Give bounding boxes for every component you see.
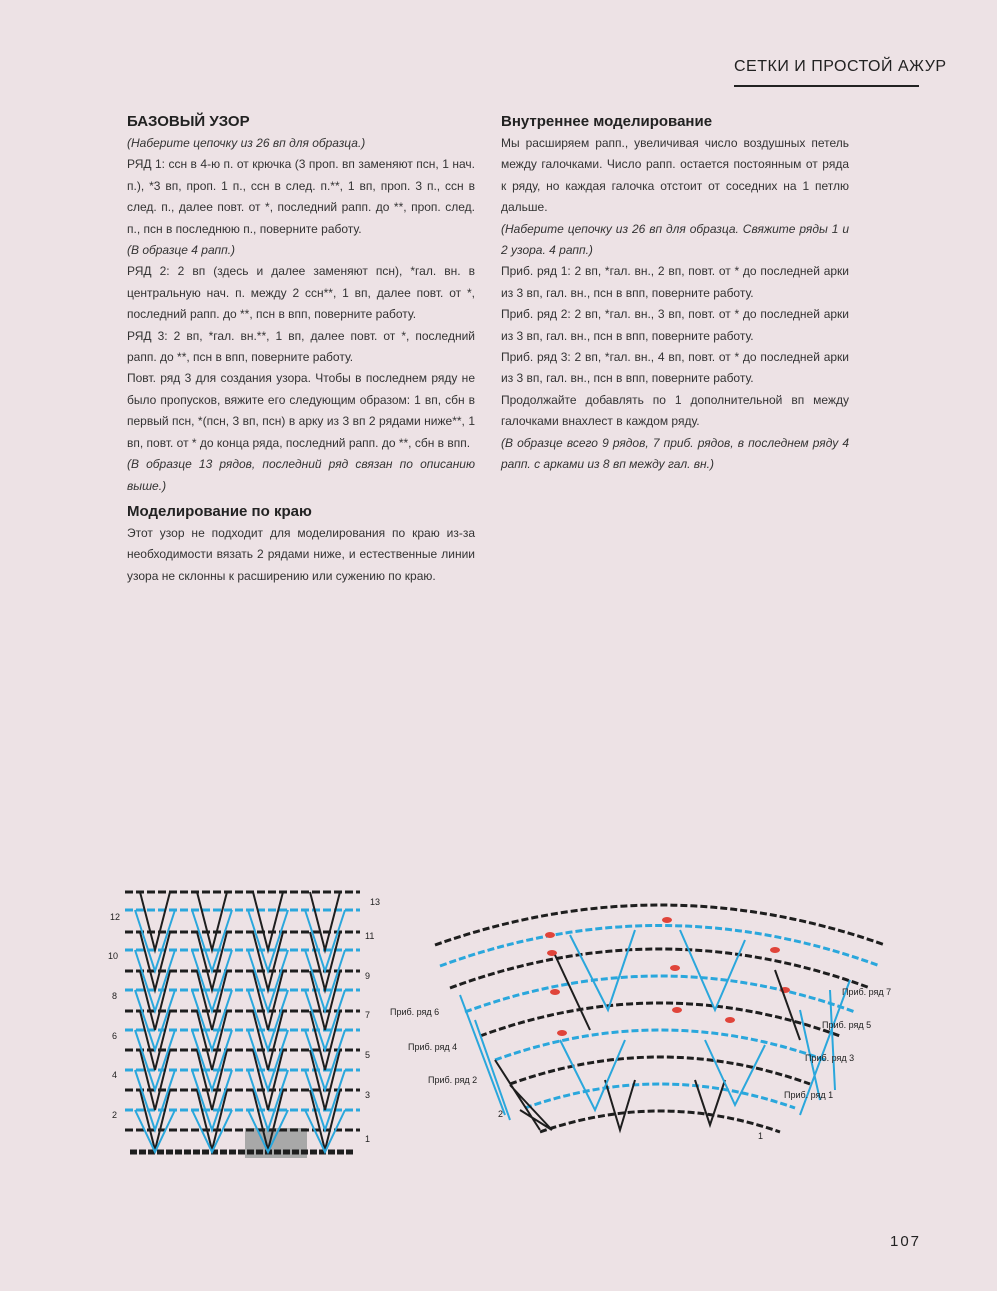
running-header [734, 58, 947, 76]
right-column [501, 111, 849, 476]
instruction-paragraph: (В образце 13 рядов, последний ряд связан по описанию выше.) [127, 457, 475, 493]
svg-text:7: 7 [365, 1010, 371, 1020]
internal-shaping-chart [380, 900, 940, 1160]
svg-text:1: 1 [758, 1131, 764, 1141]
svg-text:3: 3 [365, 1090, 371, 1100]
header-rule [734, 85, 919, 87]
svg-text:11: 11 [365, 931, 375, 941]
edge-shaping-paragraph: Этот узор не подходит для моделирования по краю из-за необходимости вязать 2 рядами ниже, и естественные линии узора не склонны к расширению или сужению по краю. [127, 525, 475, 583]
row-labels-left [108, 912, 120, 1120]
instruction-paragraph: Повт. ряд 3 для создания узора. Чтобы в последнем ряду не было пропусков, вяжите его следующим образом: 1 вп, сбн в первый псн, *(псн, 3 вп, псн) в арку из 3 вп 2 рядами ниже**, 1 вп, повт. от * до конца ряда, последний рапп. до **, сбн в впп. [127, 371, 475, 450]
svg-text:2: 2 [498, 1109, 504, 1119]
row-labels-right [365, 897, 380, 1144]
instruction-paragraph: Мы расширяем рапп., увеличивая число воздушных петель между галочками. Число рапп. остается постоянным от ряда к ряду, но каждая галочка отстоит от соседних на 1 петлю дальше. [501, 136, 849, 215]
svg-text:13: 13 [370, 897, 381, 907]
svg-text:Приб. ряд 5: Приб. ряд 5 [822, 1020, 872, 1030]
svg-text:12: 12 [110, 912, 121, 922]
svg-text:Приб. ряд 7: Приб. ряд 7 [842, 987, 892, 997]
instruction-paragraph: (Наберите цепочку из 26 вп для образца. Свяжите ряды 1 и 2 узора. 4 рапп.) [501, 221, 849, 258]
instruction-paragraph: РЯД 2: 2 вп (здесь и далее заменяют псн), *гал. вн. в центральную нач. п. между 2 ссн**, 1 вп, далее повт. от *, последний рапп. до **, псн в впп, поверните работу. [127, 264, 475, 322]
instruction-paragraph: (Наберите цепочку из 26 вп для образца.) [127, 136, 366, 150]
svg-text:6: 6 [112, 1031, 118, 1041]
instruction-paragraph: (В образце 4 рапп.) [127, 243, 236, 258]
svg-text:4: 4 [112, 1070, 118, 1080]
svg-text:1: 1 [365, 1134, 371, 1144]
instruction-paragraph: Приб. ряд 1: 2 вп, *гал. вн., 2 вп, повт. от * до последней арки из 3 вп, гал. вн., псн в впп, поверните работу. [501, 264, 849, 300]
svg-text:8: 8 [112, 991, 118, 1001]
svg-text:Приб. ряд 2: Приб. ряд 2 [428, 1075, 478, 1085]
instruction-paragraph: Приб. ряд 3: 2 вп, *гал. вн., 4 вп, повт. от * до последней арки из 3 вп, гал. вн., псн в впп, поверните работу. [501, 350, 849, 386]
basic-pattern-chart [100, 880, 400, 1170]
row-labels-right [758, 987, 891, 1141]
instruction-paragraph: Приб. ряд 2: 2 вп, *гал. вн., 3 вп, повт. от * до последней арки из 3 вп, гал. вн., псн в впп, поверните работу. [501, 307, 849, 343]
svg-text:10: 10 [108, 951, 119, 961]
left-column [127, 111, 475, 587]
svg-text:Приб. ряд 4: Приб. ряд 4 [408, 1042, 458, 1052]
instruction-paragraph: РЯД 3: 2 вп, *гал. вн.**, 1 вп, далее повт. от *, последний рапп. до **, псн в впп, поверните работу. [127, 328, 475, 365]
svg-text:Приб. ряд 1: Приб. ряд 1 [784, 1090, 834, 1100]
svg-text:Приб. ряд 3: Приб. ряд 3 [805, 1053, 855, 1063]
page-number: 107 [890, 1233, 922, 1250]
basic-pattern-heading: БАЗОВЫЙ УЗОР [127, 113, 250, 130]
svg-text:9: 9 [365, 971, 371, 981]
instruction-paragraph: Продолжайте добавлять по 1 дополнительной вп между галочками внахлест в каждом ряду. [501, 392, 849, 429]
svg-text:2: 2 [112, 1110, 118, 1120]
edge-shaping-heading: Моделирование по краю [127, 502, 312, 520]
internal-shaping-heading: Внутреннее моделирование [501, 113, 713, 130]
svg-text:Приб. ряд 6: Приб. ряд 6 [390, 1007, 440, 1017]
svg-text:5: 5 [365, 1050, 371, 1060]
instruction-paragraph: (В образце всего 9 рядов, 7 приб. рядов, в последнем ряду 4 рапп. с арками из 8 вп между гал. вн.) [501, 435, 849, 472]
instruction-paragraph: РЯД 1: ссн в 4-ю п. от крючка (3 проп. вп заменяют псн, 1 нач. п.), *3 вп, проп. 1 п., ссн в след. п.**, 1 вп, проп. 3 п., ссн в след. п., далее повт. от *, последний рапп. до **, проп. след. п., псн в последнюю п., поверните работу. [127, 157, 475, 236]
section-title: СЕТКИ И ПРОСТОЙ АЖУР [734, 58, 947, 75]
